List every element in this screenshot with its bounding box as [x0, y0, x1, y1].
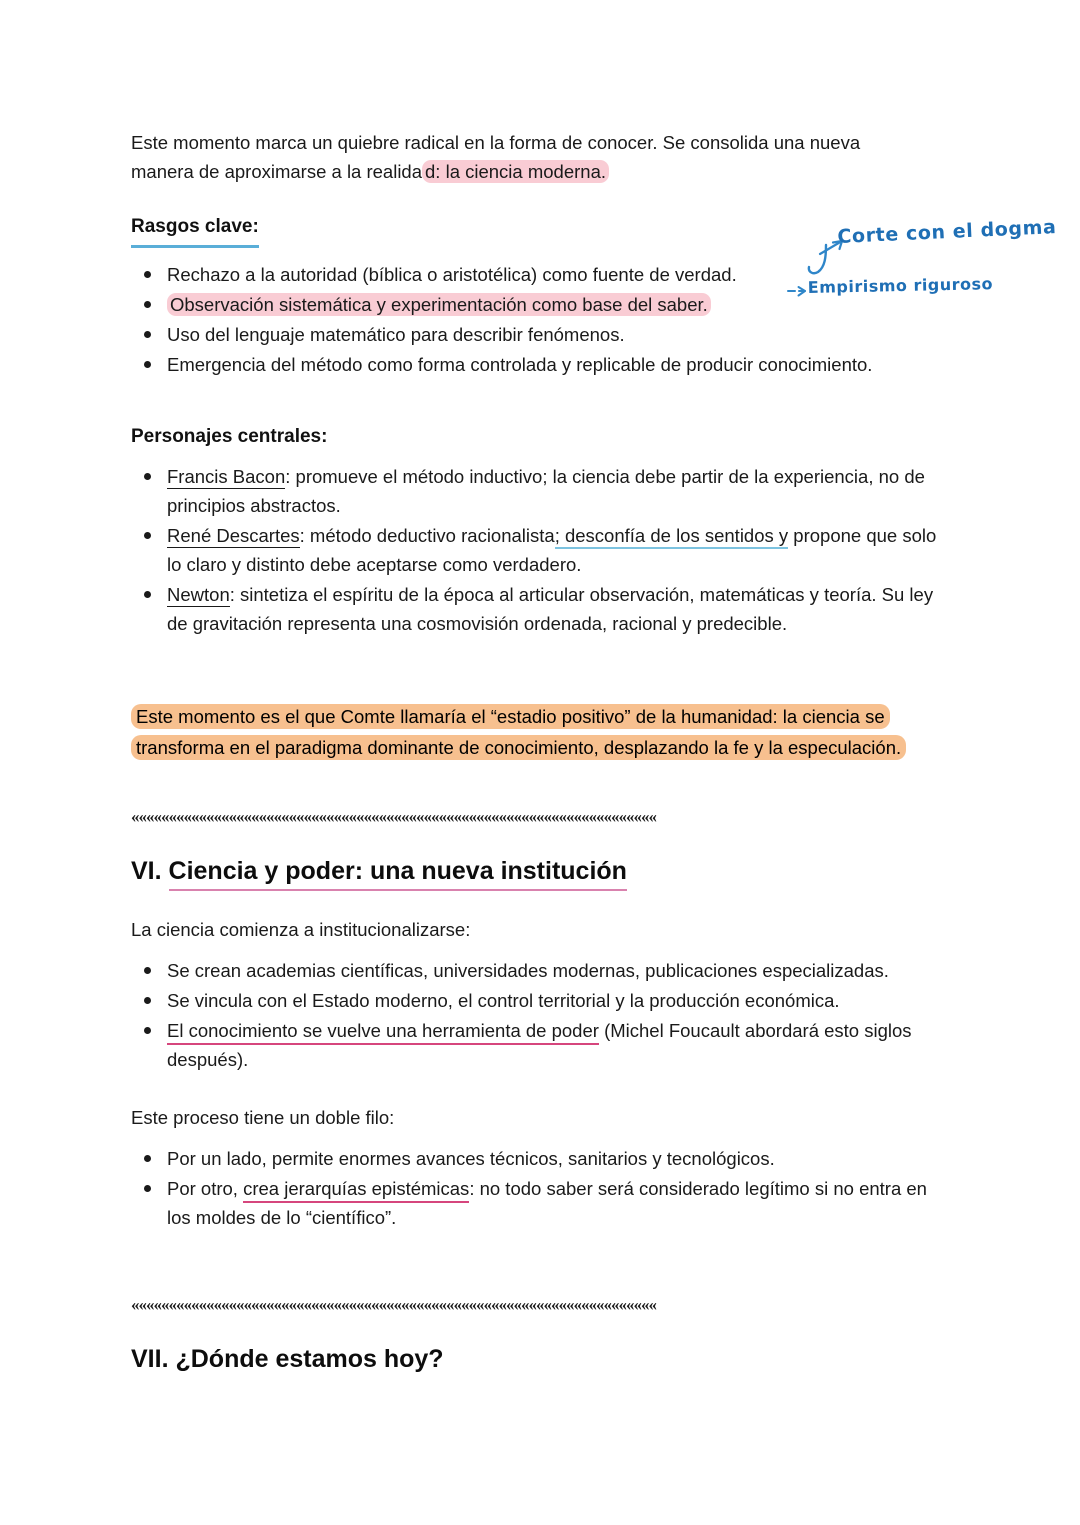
list-item [131, 350, 949, 379]
personaje-1-blue-underlined: ; desconfía de los sentidos y [555, 525, 788, 549]
list-item [131, 1144, 949, 1173]
section-vii-number: VII. [131, 1345, 169, 1373]
section-vi-second-lead: Este proceso tiene un doble filo: [131, 1107, 395, 1128]
personaje-0-name: Francis Bacon [167, 466, 286, 487]
ink-arrow-icon [818, 236, 848, 263]
annotation-empirismo-riguroso: Empirismo riguroso [807, 274, 994, 297]
vi-item-0-text: Se crean academias científicas, universidades modernas, publicaciones especializadas. [167, 960, 889, 981]
rasgos-clave-blue-rule [131, 245, 259, 248]
vi-second-item-0-text: Por un lado, permite enormes avances técnicos, sanitarios y tecnológicos. [167, 1148, 775, 1169]
section-vi-number: VI. [131, 857, 162, 885]
section-vi-list [131, 956, 949, 1074]
rasgos-item-3-text: Emergencia del método como forma controlada y replicable de producir conocimiento. [167, 354, 873, 375]
section-vi-lead: La ciencia comienza a institucionalizarse: [131, 919, 471, 940]
rasgos-item-1-text: Observación sistemática y experimentación como base del saber. [167, 293, 711, 316]
section-divider: «««««««««««««««««««««««««««««««««««««««««««««««««««««««««««««««««««««« [131, 1295, 656, 1314]
personaje-0-rest: : promueve el método inductivo; la ciencia debe partir de la experiencia, no de principios abstractos. [167, 466, 925, 516]
personaje-2-rest: : sintetiza el espíritu de la época al articular observación, matemáticas y teoría. Su ley de gravitación representa una cosmovisión ordenada, racional y predecible. [167, 584, 934, 634]
list-item [131, 320, 949, 349]
section-vii-heading [131, 1343, 949, 1375]
list-item [131, 521, 949, 579]
annotation-corte-con-el-dogma: Corte con el dogma [837, 216, 1057, 248]
document-body [131, 128, 949, 1375]
personaje-2-name: Newton [167, 584, 230, 605]
section-vi-heading [131, 855, 949, 887]
intro-line-2-plain: manera de aproximarse a la realida [131, 161, 423, 182]
personaje-1-name: René Descartes [167, 525, 300, 546]
list-item [131, 462, 949, 520]
comte-highlight-text: Este momento es el que Comte llamaría el “estadio positivo” de la humanidad: la ciencia se transforma en el paradigma dominante de conocimiento, desplazando la fe y la especulación. [131, 704, 906, 760]
personajes-centrales-heading: Personajes centrales: [131, 426, 328, 447]
rasgos-item-0-text: Rechazo a la autoridad (bíblica o aristotélica) como fuente de verdad. [167, 264, 737, 285]
section-vi-second-list [131, 1144, 949, 1232]
list-item [131, 956, 949, 985]
vi-item-1-text: Se vincula con el Estado moderno, el control territorial y la producción económica. [167, 990, 840, 1011]
list-item [131, 1174, 949, 1232]
vi-item-2-underlined: El conocimiento se vuelve una herramienta de poder [167, 1020, 599, 1045]
vi-second-item-1-underlined: crea jerarquías epistémicas [243, 1178, 469, 1203]
vi-second-item-1-rest: : no todo saber será considerado legítimo si no entra en los moldes de lo “científico”. [167, 1178, 927, 1228]
personajes-centrales-list [131, 462, 949, 638]
section-vii-title: ¿Dónde estamos hoy? [175, 1345, 444, 1373]
comte-paragraph [131, 701, 961, 763]
intro-paragraph [131, 128, 949, 186]
section-vi-title: Ciencia y poder: una nueva institución [169, 857, 627, 891]
rasgos-item-2-text: Uso del lenguaje matemático para describir fenómenos. [167, 324, 625, 345]
list-item [131, 986, 949, 1015]
ink-arrow-icon [786, 283, 812, 304]
list-item [131, 290, 949, 319]
list-item [131, 580, 949, 638]
rasgos-clave-heading-wrap [131, 214, 259, 248]
list-item [131, 1016, 949, 1074]
comte-highlight-block [131, 701, 961, 763]
vi-second-item-1-before: Por otro, [167, 1178, 244, 1199]
personaje-1-rest-after: propone que solo lo claro y distinto debe aceptarse como verdadero. [167, 525, 937, 575]
personaje-1-rest-before: : método deductivo racionalista [299, 525, 555, 546]
intro-highlight-ciencia-moderna: d: la ciencia moderna. [422, 160, 609, 183]
intro-line-1: Este momento marca un quiebre radical en la forma de conocer. Se consolida una nueva [131, 132, 861, 153]
rasgos-clave-heading: Rasgos clave: [131, 216, 259, 237]
section-divider: «««««««««««««««««««««««««««««««««««««««««««««««««««««««««««««««««««««« [131, 807, 656, 826]
vi-item-2-rest: (Michel Foucault abordará esto siglos después). [167, 1020, 912, 1070]
